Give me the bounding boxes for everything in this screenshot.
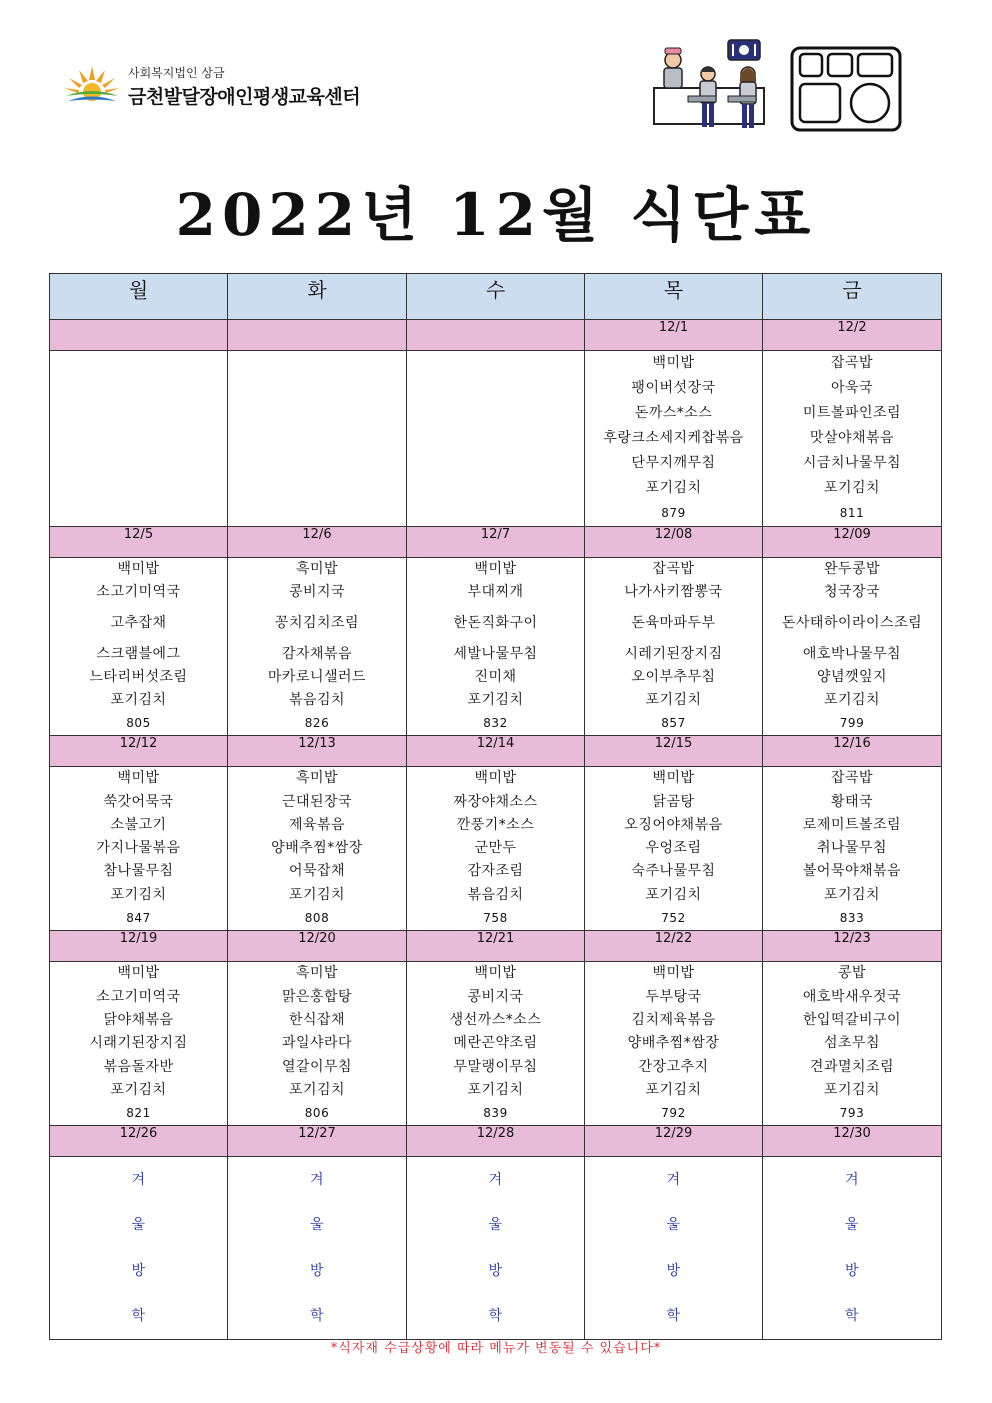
menu-item: 백미밥 [117, 561, 160, 578]
menu-item: 흑미밥 [295, 770, 339, 787]
menu-cell [585, 558, 763, 736]
menu-item: 두부탕국 [645, 988, 702, 1005]
date-cell: 12/5 [50, 527, 228, 558]
menu-item: 포기김치 [467, 692, 524, 709]
date-cell: 12/16 [763, 736, 942, 767]
menu-item: 포기김치 [288, 886, 346, 903]
menu-item: 양념깻잎지 [816, 669, 888, 686]
menu-cell [228, 558, 407, 736]
date-cell: 12/1 [585, 320, 763, 351]
menu-cell [228, 767, 407, 931]
menu-item: 볶음김치 [288, 692, 346, 709]
menu-item: 숙주나물무침 [631, 863, 716, 880]
menu-item: 오징어야채볶음 [624, 816, 723, 833]
menu-item: 맑은홍합탕 [281, 988, 353, 1005]
date-cell: 12/30 [763, 1126, 942, 1157]
menu-item: 무말랭이무침 [453, 1058, 538, 1075]
weekday-header: 화 [228, 274, 407, 320]
menu-item: 스크램블에그 [96, 646, 181, 663]
menu-item: 과일샤라다 [281, 1035, 353, 1052]
menu-row [50, 767, 942, 931]
vacation-char: 학 [131, 1308, 146, 1325]
calorie-value: 833 [839, 911, 865, 926]
menu-item: 황태국 [830, 793, 874, 810]
menu-item: 느타리버섯조림 [89, 669, 188, 686]
menu-item: 시레기된장지짐 [624, 646, 723, 663]
menu-item: 포기김치 [823, 692, 881, 709]
cafeteria-illustration-icon [648, 38, 774, 134]
vacation-char: 방 [131, 1262, 146, 1279]
calorie-value: 805 [126, 716, 151, 731]
menu-item: 볶음돌자반 [103, 1058, 174, 1075]
calorie-value: 826 [304, 716, 330, 731]
menu-item: 후랑크소세지케찹볶음 [603, 430, 744, 447]
menu-item: 고추잡채 [110, 615, 167, 632]
menu-item: 근대된장국 [281, 793, 353, 810]
menu-item: 포기김치 [110, 886, 167, 903]
date-cell: 12/12 [50, 736, 228, 767]
vacation-char: 방 [488, 1262, 503, 1279]
menu-row [50, 558, 942, 736]
menu-item: 마카로니샐러드 [267, 669, 367, 686]
vacation-char: 학 [666, 1308, 681, 1325]
vacation-char: 울 [131, 1217, 146, 1234]
vacation-char: 겨 [309, 1171, 325, 1188]
date-row [50, 931, 942, 962]
date-row [50, 320, 942, 351]
date-cell: 12/2 [763, 320, 942, 351]
weekday-header: 수 [407, 274, 585, 320]
menu-item: 포기김치 [110, 1081, 167, 1098]
vacation-char: 겨 [488, 1171, 503, 1188]
menu-item: 백미밥 [117, 965, 160, 982]
menu-item: 간장고추지 [638, 1058, 709, 1075]
menu-item: 닭야채볶음 [103, 1011, 174, 1028]
menu-item: 세발나물무침 [453, 646, 538, 663]
date-cell [50, 320, 228, 351]
date-cell: 12/29 [585, 1126, 763, 1157]
menu-item: 포기김치 [288, 1081, 346, 1098]
menu-item: 우엉조림 [645, 840, 702, 857]
calorie-value: 758 [483, 911, 508, 926]
menu-item: 한식잡채 [288, 1011, 346, 1028]
menu-item: 소고기미역국 [96, 988, 181, 1005]
menu-item: 제육볶음 [288, 816, 346, 833]
weekday-header: 월 [50, 274, 228, 320]
menu-item: 포기김치 [467, 1081, 524, 1098]
menu-item: 나가사키짬뽕국 [624, 584, 723, 601]
menu-item: 포기김치 [823, 1081, 881, 1098]
menu-item: 돈까스*소스 [634, 405, 713, 422]
menu-cell [50, 962, 228, 1126]
menu-item: 포기김치 [645, 1081, 702, 1098]
date-cell: 12/7 [407, 527, 585, 558]
menu-item: 군만두 [474, 840, 517, 857]
menu-item: 백미밥 [652, 770, 695, 787]
menu-item: 맛살야채볶음 [809, 430, 895, 447]
calorie-value: 752 [661, 911, 686, 926]
vacation-cell [585, 1157, 763, 1340]
weekday-header-row [50, 274, 942, 320]
menu-cell [585, 351, 763, 527]
calorie-value: 847 [126, 911, 151, 926]
vacation-char: 울 [844, 1217, 860, 1234]
vacation-char: 방 [844, 1262, 860, 1279]
menu-item: 백미밥 [474, 561, 517, 578]
menu-cell-empty [228, 351, 407, 527]
menu-item: 한입떡갈비구이 [802, 1011, 902, 1028]
menu-item: 감자채볶음 [281, 646, 353, 663]
vacation-char: 학 [844, 1308, 860, 1325]
menu-cell-empty [407, 351, 585, 527]
vacation-char: 겨 [131, 1171, 146, 1188]
menu-item: 양배추찜*쌈장 [627, 1035, 720, 1052]
menu-cell [228, 962, 407, 1126]
menu-item: 섬초무침 [823, 1035, 881, 1052]
menu-item: 소불고기 [110, 816, 167, 833]
date-row [50, 736, 942, 767]
calorie-value: 821 [126, 1106, 151, 1121]
menu-item: 백미밥 [117, 770, 160, 787]
date-cell: 12/14 [407, 736, 585, 767]
menu-item: 애호박새우젓국 [802, 988, 902, 1005]
menu-cell-empty [50, 351, 228, 527]
date-cell: 12/13 [228, 736, 407, 767]
sun-logo-icon [62, 66, 122, 106]
menu-item: 잡곡밥 [830, 355, 874, 372]
vacation-char: 겨 [666, 1171, 681, 1188]
page-title: 2022년 12월 식단표 [175, 181, 817, 249]
menu-item: 시래기된장지짐 [89, 1035, 188, 1052]
date-cell: 12/15 [585, 736, 763, 767]
menu-item: 감자조림 [467, 863, 524, 880]
menu-item: 돈육마파두부 [631, 615, 716, 632]
vacation-cell [228, 1157, 407, 1340]
menu-cell [763, 767, 942, 931]
menu-item: 백미밥 [474, 770, 517, 787]
weekday-header: 목 [585, 274, 763, 320]
menu-cell [763, 351, 942, 527]
date-cell: 12/26 [50, 1126, 228, 1157]
menu-item: 애호박나물무침 [802, 646, 902, 663]
menu-item: 포기김치 [110, 692, 167, 709]
menu-item: 쑥갓어묵국 [103, 793, 174, 810]
menu-item: 소고기미역국 [96, 584, 181, 601]
menu-item: 콩비지국 [467, 988, 524, 1005]
calorie-value: 857 [661, 716, 686, 731]
menu-item: 시금치나물무침 [802, 455, 902, 472]
menu-item: 짜장야채소스 [453, 793, 538, 810]
org-name: 금천발달장애인평생교육센터 [128, 86, 361, 108]
vacation-char: 방 [666, 1262, 681, 1279]
calorie-value: 806 [304, 1106, 330, 1121]
menu-change-notice: *식자재 수급상황에 따라 메뉴가 변동될 수 있습니다* [330, 1341, 662, 1356]
menu-cell [407, 767, 585, 931]
menu-item: 콩밥 [837, 965, 867, 982]
date-cell: 12/6 [228, 527, 407, 558]
date-cell: 12/09 [763, 527, 942, 558]
menu-item: 생선까스*소스 [449, 1011, 542, 1028]
menu-item: 로제미트볼조림 [802, 816, 902, 833]
calorie-value: 799 [839, 716, 865, 731]
menu-row-vacation [50, 1157, 942, 1340]
vacation-char: 방 [309, 1262, 325, 1279]
meal-tray-icon [790, 46, 902, 132]
menu-item: 꽁치김치조림 [274, 615, 360, 632]
menu-cell [763, 558, 942, 736]
menu-item: 열갈이무침 [281, 1058, 353, 1075]
menu-item: 볶음김치 [467, 886, 524, 903]
menu-item: 포기김치 [823, 886, 881, 903]
menu-item: 닭곰탕 [652, 793, 695, 810]
menu-cell [585, 767, 763, 931]
menu-item: 아욱국 [830, 380, 874, 397]
org-subtitle: 사회복지법인 상금 [128, 66, 225, 80]
menu-item: 포기김치 [823, 480, 881, 497]
menu-item: 참나물무침 [103, 863, 174, 880]
menu-item: 견과멸치조림 [809, 1058, 895, 1075]
menu-item: 백미밥 [652, 355, 695, 372]
calorie-value: 839 [483, 1106, 508, 1121]
menu-item: 청국장국 [823, 584, 881, 601]
vacation-char: 학 [309, 1308, 325, 1325]
calorie-value: 811 [839, 506, 865, 521]
menu-cell [585, 962, 763, 1126]
menu-item: 가지나물볶음 [96, 840, 181, 857]
menu-row [50, 962, 942, 1126]
date-row [50, 1126, 942, 1157]
menu-item: 백미밥 [474, 965, 517, 982]
menu-item: 오이부추무침 [631, 669, 716, 686]
meal-plan-table [49, 273, 942, 1340]
menu-item: 부대찌개 [467, 584, 524, 601]
menu-item: 깐풍기*소스 [456, 816, 535, 833]
menu-item: 포기김치 [645, 692, 702, 709]
date-cell: 12/21 [407, 931, 585, 962]
menu-cell [50, 558, 228, 736]
menu-item: 포기김치 [645, 480, 702, 497]
menu-item: 흑미밥 [295, 561, 339, 578]
menu-cell [407, 962, 585, 1126]
menu-item: 볼어묵야채볶음 [802, 863, 902, 880]
date-cell [407, 320, 585, 351]
calorie-value: 792 [661, 1106, 686, 1121]
date-cell: 12/28 [407, 1126, 585, 1157]
vacation-cell [407, 1157, 585, 1340]
menu-item: 백미밥 [652, 965, 695, 982]
menu-item: 양배추찜*쌈장 [271, 840, 363, 857]
date-cell: 12/22 [585, 931, 763, 962]
menu-item: 팽이버섯장국 [631, 380, 716, 397]
menu-item: 어묵잡채 [288, 863, 346, 880]
menu-item: 한돈직화구이 [453, 615, 538, 632]
menu-row [50, 351, 942, 527]
menu-item: 잡곡밥 [652, 561, 695, 578]
menu-item: 완두콩밥 [823, 561, 881, 578]
date-row [50, 527, 942, 558]
vacation-cell [50, 1157, 228, 1340]
menu-item: 단무지깨무침 [631, 455, 716, 472]
weekday-header: 금 [763, 274, 942, 320]
calorie-value: 793 [839, 1106, 865, 1121]
menu-item: 메란곤약조림 [453, 1035, 538, 1052]
date-cell: 12/23 [763, 931, 942, 962]
date-cell: 12/20 [228, 931, 407, 962]
menu-item: 흑미밥 [295, 965, 339, 982]
date-cell: 12/27 [228, 1126, 407, 1157]
date-cell: 12/19 [50, 931, 228, 962]
menu-item: 미트볼파인조림 [802, 405, 902, 422]
vacation-char: 학 [488, 1308, 503, 1325]
menu-item: 돈사태하이라이스조림 [781, 615, 923, 632]
vacation-cell [763, 1157, 942, 1340]
vacation-char: 겨 [844, 1171, 860, 1188]
menu-item: 진미채 [474, 669, 517, 686]
menu-item: 김치제육볶음 [631, 1011, 716, 1028]
menu-cell [407, 558, 585, 736]
vacation-char: 울 [666, 1217, 681, 1234]
menu-item: 포기김치 [645, 886, 702, 903]
calorie-value: 808 [304, 911, 330, 926]
calorie-value: 879 [661, 506, 686, 521]
vacation-char: 울 [488, 1217, 503, 1234]
menu-item: 콩비지국 [288, 584, 346, 601]
menu-item: 취나물무침 [816, 840, 888, 857]
calorie-value: 832 [483, 716, 508, 731]
menu-cell [763, 962, 942, 1126]
vacation-char: 울 [309, 1217, 325, 1234]
menu-cell [50, 767, 228, 931]
date-cell [228, 320, 407, 351]
menu-item: 잡곡밥 [830, 770, 874, 787]
date-cell: 12/08 [585, 527, 763, 558]
